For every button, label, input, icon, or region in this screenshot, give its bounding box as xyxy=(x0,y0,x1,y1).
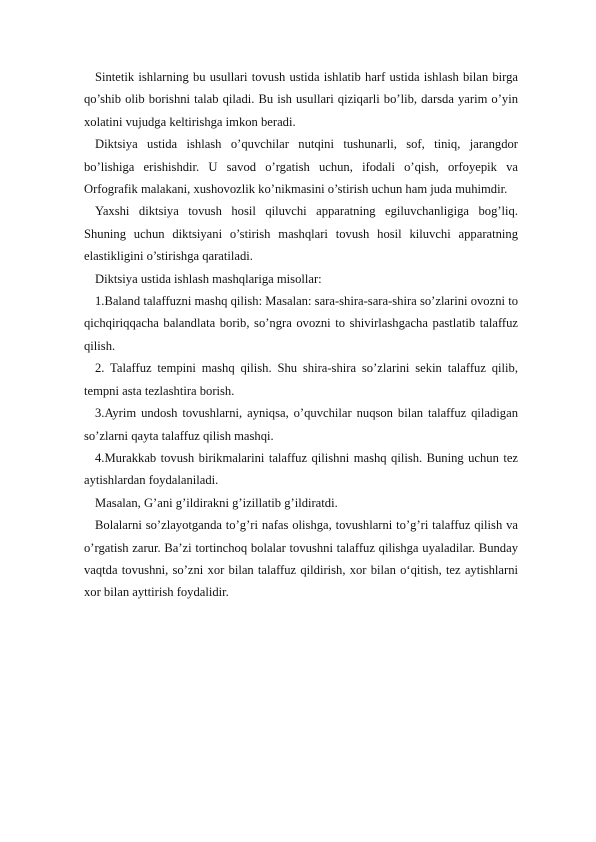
paragraph-exercise-1: 1.Baland talaffuzni mashq qilish: Masalan: sara-shira-sara-shira so’zlarini ovozni to qichqiriqqacha balandlata borib, so’ngra ovozni to shivirlashgacha pastlatib talaffuz qilish. xyxy=(84,294,518,353)
paragraph-exercise-2: 2. Talaffuz tempini mashq qilish. Shu shira-shira so’zlarini sekin talaffuz qilib, tempni asta tezlashtira borish. xyxy=(84,361,518,398)
paragraph-yaxshi-diktsiya: Yaxshi diktsiya tovush hosil qiluvchi apparatning egiluvchanligiga bog’liq. Shuning uchun diktsiyani o’stirish mashqlari tovush hosil kiluvchi apparatning elastikligini o’stirishga qaratiladi. xyxy=(84,204,518,264)
paragraph-nafas-olish: Bolalarni so’zlayotganda to’g’ri nafas olishga, tovushlarni to’g’ri talaffuz qilish va o’rgatish zarur. Ba’zi tortinchoq bolalar tovushni talaffuz qilishga uyaladilar. Bunday vaqtda tovushni, so’zni xor bilan talaffuz qildirish, xor bilan o‘qitish, tez aytishlarni xor bilan ayttirish foydalidir. xyxy=(84,518,518,600)
paragraph-exercise-3: 3.Ayrim undosh tovushlarni, ayniqsa, o’quvchilar nuqson bilan talaffuz qiladigan so’zlarni qayta talaffuz qilish mashqi. xyxy=(84,406,518,443)
paragraph-diktsiya-ustida-ishlash: Diktsiya ustida ishlash o’quvchilar nutqini tushunarli, sof, tiniq, jarangdor bo’lishiga erishishdir. U savod o’rgatish uchun, ifodali o’qish, orfoyepik va Orfografik malakani, xushovozlik ko’nikmasini o’stirish uchun ham juda muhimdir. xyxy=(84,137,518,197)
paragraph-sintetik-ishlar: Sintetik ishlarning bu usullari tovush ustida ishlatib harf ustida ishlash bilan birga qo’shib olib borishni talab qiladi. Bu ish usullari qiziqarli bo’lib, darsda yarim o’yin xolatini vujudga keltirishga imkon beradi. xyxy=(84,70,518,129)
paragraph-exercise-4: 4.Murakkab tovush birikmalarini talaffuz qilishni mashq qilish. Buning uchun tez aytishlardan foydalaniladi. xyxy=(84,450,518,488)
paragraph-mashqlar-heading: Diktsiya ustida ishlash mashqlariga misollar: xyxy=(95,271,322,286)
document-body xyxy=(84,66,518,604)
paragraph-example: Masalan, G’ani g’ildirakni g’izillatib g’ildiratdi. xyxy=(95,495,338,510)
